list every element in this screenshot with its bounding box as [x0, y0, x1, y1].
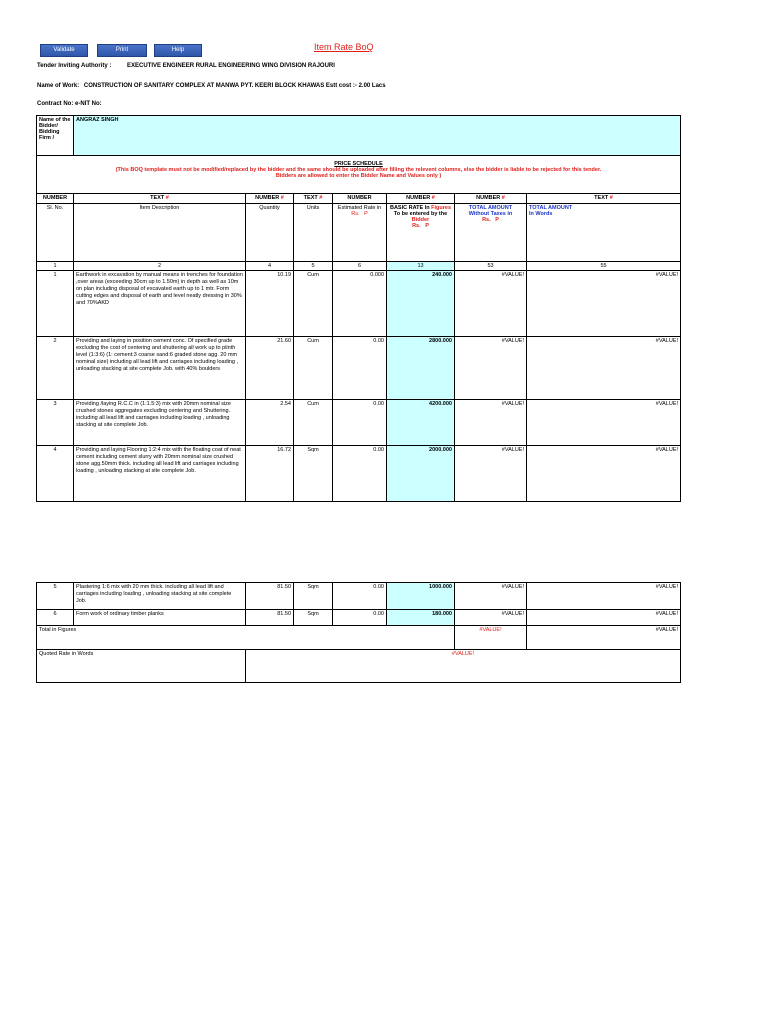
item-qty: 81.50	[246, 610, 294, 626]
item-total: #VALUE!	[455, 446, 527, 502]
item-unit: Sqm	[294, 610, 333, 626]
col-number: 4	[246, 262, 294, 271]
col-number: 2	[74, 262, 246, 271]
type-cell: NUMBER	[37, 194, 74, 204]
item-unit: Cum	[294, 271, 333, 337]
table-row	[37, 446, 681, 502]
item-total: #VALUE!	[455, 337, 527, 400]
item-est-rate: 0.00	[333, 446, 387, 502]
item-description: Providing and laying in position cement conc. Of specified grade excluding the cost of centering and shuttering all work up to plinth level (1:3:6) (1: cement:3 coarse sand:6 graded stone agg. 20 mm nominal size) including all lead lift and carriages including loading , unloading stacking at site complete Job. with 40% boulders	[74, 337, 246, 400]
item-description: Form work of ordinary timber planks	[74, 610, 246, 626]
header-amount-words: TOTAL AMOUNT In Words	[527, 204, 681, 262]
item-rate-input[interactable]: 180.000	[387, 610, 455, 626]
table-row	[37, 337, 681, 400]
col-number: 1	[37, 262, 74, 271]
item-sl: 3	[37, 400, 74, 446]
header-sl: Sl. No.	[37, 204, 74, 262]
header-row	[37, 204, 681, 262]
item-words: #VALUE!	[527, 446, 681, 502]
table-row	[37, 610, 681, 626]
item-rate-input[interactable]: 2800.000	[387, 337, 455, 400]
col-number: 55	[527, 262, 681, 271]
item-unit: Cum	[294, 337, 333, 400]
name-of-work-row	[37, 83, 386, 89]
header-desc: Item Description	[74, 204, 246, 262]
item-total: #VALUE!	[455, 583, 527, 610]
item-unit: Sqm	[294, 583, 333, 610]
tender-authority-row	[37, 63, 335, 69]
header-qty: Quantity	[246, 204, 294, 262]
tender-authority-label: Tender Inviting Authority :	[37, 63, 112, 69]
price-schedule-block	[37, 156, 681, 194]
item-sl: 2	[37, 337, 74, 400]
item-rate-input[interactable]: 4200.000	[387, 400, 455, 446]
type-cell: TEXT #	[294, 194, 333, 204]
quoted-value: #VALUE!	[246, 650, 681, 683]
type-cell: NUMBER #	[455, 194, 527, 204]
item-rate-input[interactable]: 1000.000	[387, 583, 455, 610]
warning-line-1: (This BOQ template must not be modified/replaced by the bidder and the same should be uploaded after filling the relevent columns, else the bidder is liable to be rejected for this tender.	[115, 167, 602, 173]
item-est-rate: 0.00	[333, 610, 387, 626]
col-number: 5	[294, 262, 333, 271]
warning-line-2: Bidders are allowed to enter the Bidder Name and Values only )	[275, 173, 442, 179]
table-row	[37, 400, 681, 446]
bidder-label: Name of the Bidder/ Bidding Firm /	[37, 116, 74, 156]
quoted-row	[37, 650, 681, 683]
header-est-rate: Estimated Rate in Rs. P	[333, 204, 387, 262]
item-qty: 10.19	[246, 271, 294, 337]
price-schedule-heading: PRICE SCHEDULE	[334, 161, 383, 167]
item-rate-input[interactable]: 240.000	[387, 271, 455, 337]
item-est-rate: 0.00	[333, 400, 387, 446]
type-cell: NUMBER	[333, 194, 387, 204]
boq-table-continued	[36, 582, 681, 683]
item-unit: Cum	[294, 400, 333, 446]
total-words: #VALUE!	[527, 626, 681, 650]
help-button[interactable]: Help	[154, 44, 202, 57]
item-sl: 1	[37, 271, 74, 337]
validate-button[interactable]: Validate	[40, 44, 88, 57]
total-label: Total in Figures	[37, 626, 455, 650]
item-sl: 5	[37, 583, 74, 610]
quoted-label: Quoted Rate in Words	[37, 650, 246, 683]
type-cell: NUMBER #	[387, 194, 455, 204]
item-qty: 81.50	[246, 583, 294, 610]
item-words: #VALUE!	[527, 610, 681, 626]
header-basic-rate: BASIC RATE In Figures To be entered by the Bidder Rs. P	[387, 204, 455, 262]
header-total-amount: TOTAL AMOUNT Without Taxes in Rs. P	[455, 204, 527, 262]
item-qty: 16.72	[246, 446, 294, 502]
type-cell: TEXT #	[527, 194, 681, 204]
col-number: 53	[455, 262, 527, 271]
item-sl: 6	[37, 610, 74, 626]
col-number: 13	[387, 262, 455, 271]
type-row	[37, 194, 681, 204]
item-est-rate: 0.00	[333, 583, 387, 610]
bidder-name-input[interactable]: ANGRAZ SINGH	[74, 116, 681, 156]
item-est-rate: 0.00	[333, 337, 387, 400]
table-row	[37, 271, 681, 337]
item-unit: Sqm	[294, 446, 333, 502]
page-title: Item Rate BoQ	[314, 42, 374, 52]
table-row	[37, 583, 681, 610]
item-est-rate: 0.000	[333, 271, 387, 337]
item-words: #VALUE!	[527, 337, 681, 400]
item-description: Earthwork in excavation by manual means in trenches for foundation ,over areas (exceeding 30cm up to 1.50m) in depth as well as 10m on plan including disposal of excavated earth up to 1 mtr. Form cutting edges and disposal of earth and level neatly dressing in 30% and 70%AKD	[74, 271, 246, 337]
item-words: #VALUE!	[527, 400, 681, 446]
name-of-work-label: Name of Work:	[37, 83, 80, 89]
item-sl: 4	[37, 446, 74, 502]
print-button[interactable]: Print	[97, 44, 147, 57]
total-value: #VALUE!	[455, 626, 527, 650]
item-description: Providing and laying Flooring 1:2:4 mix with the floating coat of neat cement including cement slurry with 20mm nominal size crushed stone agg.50mm thick. including all lead lift and carriages including loading , unloading stacking at site complete Job.	[74, 446, 246, 502]
item-rate-input[interactable]: 2000.000	[387, 446, 455, 502]
item-description: Plastering 1:6 mix with 20 mm thick. including all lead lift and carriages including loading , unloading stacking at site complete Job.	[74, 583, 246, 610]
tender-authority-value: EXECUTIVE ENGINEER RURAL ENGINEERING WING DIVISION RAJOURI	[127, 63, 335, 69]
col-number: 6	[333, 262, 387, 271]
contract-no: Contract No: e-NIT No:	[37, 101, 102, 107]
item-qty: 21.60	[246, 337, 294, 400]
column-number-row	[37, 262, 681, 271]
boq-table	[36, 115, 681, 502]
item-description: Providing /laying R.C.C in (1:1.5:3) mix with 20mm nominal size crushed stones aggregates excluding centering and Shuttering. including all lead lift and carriages including loading , unloading stacking at site complete Job.	[74, 400, 246, 446]
item-qty: 2.54	[246, 400, 294, 446]
item-total: #VALUE!	[455, 400, 527, 446]
header-units: Units	[294, 204, 333, 262]
name-of-work-value: CONSTRUCTION OF SANITARY COMPLEX AT MANWA PYT. KEERI BLOCK KHAWAS Estt cost :- 2.00 Lacs	[83, 83, 386, 89]
type-cell: TEXT #	[74, 194, 246, 204]
item-words: #VALUE!	[527, 271, 681, 337]
type-cell: NUMBER #	[246, 194, 294, 204]
total-row	[37, 626, 681, 650]
item-total: #VALUE!	[455, 610, 527, 626]
item-total: #VALUE!	[455, 271, 527, 337]
item-words: #VALUE!	[527, 583, 681, 610]
